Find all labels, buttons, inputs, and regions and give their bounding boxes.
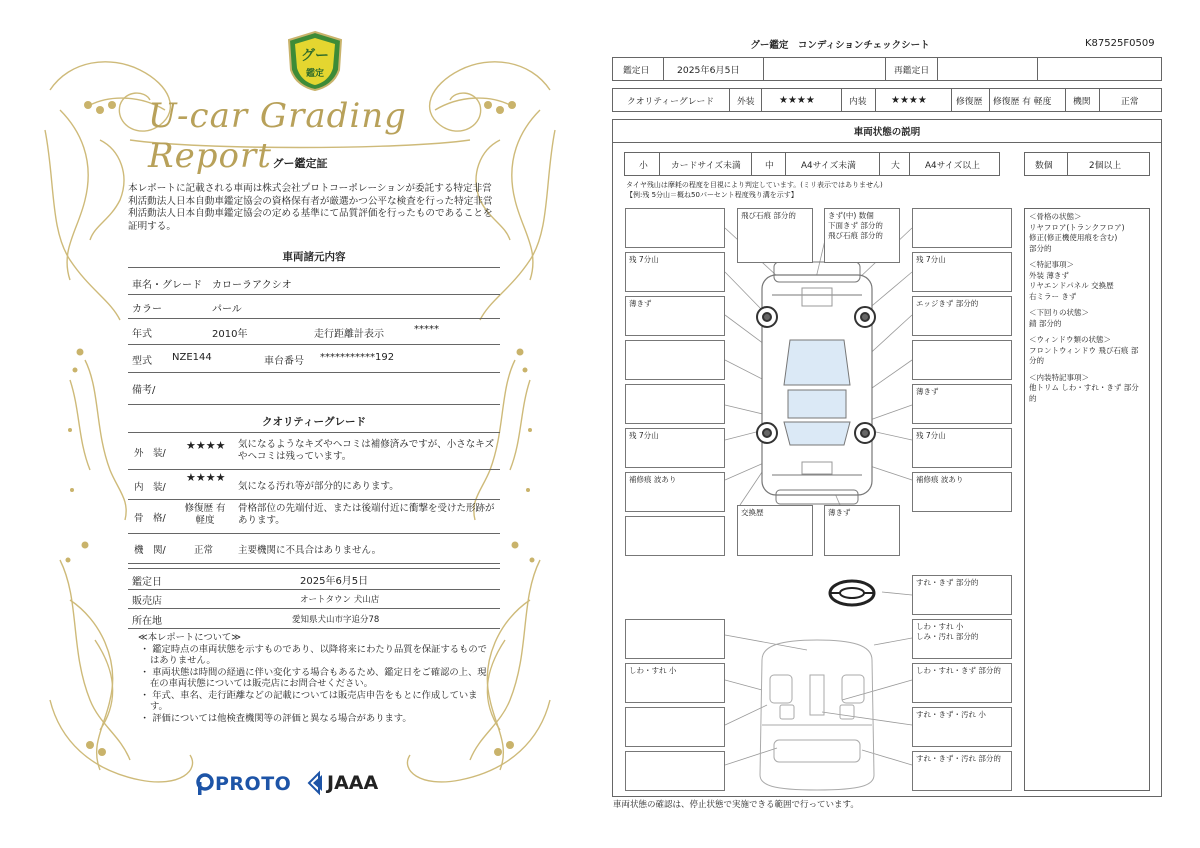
- grade-desc: 気になる汚れ等が部分的にあります。: [238, 481, 399, 492]
- damage-box: [912, 208, 1012, 248]
- sheet-title: グー鑑定 コンディションチェックシート: [750, 40, 930, 51]
- damage-box-rf-tire: [912, 252, 1012, 292]
- divider: [879, 153, 880, 175]
- damage-label: 薄きず: [629, 299, 652, 308]
- jaaa-logo-icon: [307, 770, 325, 796]
- legend-large-desc: A4サイズ以上: [925, 160, 980, 171]
- damage-label: すれ・きず 部分的: [916, 578, 979, 587]
- spec-label: 備考/: [132, 385, 156, 396]
- damage-box-rr-tire: [912, 428, 1012, 468]
- damage-label: 残 7分山: [629, 255, 659, 264]
- side-note-line: ＜特記事項＞: [1029, 260, 1074, 269]
- appraisal-value: 愛知県犬山市字追分78: [292, 615, 380, 625]
- ext-label: 外装: [737, 96, 755, 107]
- damage-label: 残 7分山: [916, 255, 946, 264]
- report-notes: [138, 632, 493, 724]
- grade-stars: ★★★★: [186, 471, 226, 484]
- grade-value: 正常: [194, 545, 214, 556]
- side-note-line: ＜骨格の状態＞: [1029, 212, 1082, 221]
- damage-label: 薄きず: [828, 508, 851, 517]
- svg-text:鑑定: 鑑定: [305, 69, 325, 79]
- damage-box-left-repair: [625, 472, 725, 512]
- divider: [937, 58, 938, 80]
- grade-label: 骨 格/: [134, 513, 166, 524]
- damage-box-interior-4: [912, 751, 1012, 791]
- car-interior-icon: [760, 640, 874, 790]
- damage-label: きず(中) 数個: [828, 211, 874, 220]
- legend-small-desc: カードサイズ未満: [671, 160, 741, 171]
- damage-label: すれ・きず・汚れ 部分的: [916, 754, 1001, 763]
- spec-label: カラー: [132, 304, 162, 315]
- qg-label: クオリティーグレード: [627, 96, 715, 107]
- grade-title: クオリティーグレード: [262, 416, 366, 428]
- damage-box-rear-right: [824, 505, 900, 556]
- svg-text:グー: グー: [301, 48, 329, 64]
- side-note-line: 錆 部分的: [1029, 318, 1062, 328]
- legend-small: 小: [639, 160, 648, 171]
- date-label: 鑑定日: [623, 65, 650, 76]
- panel-title: 車両状態の説明: [613, 120, 1161, 143]
- side-note-line: ＜ウィンドウ類の状態＞: [1029, 335, 1112, 344]
- note-item: ・ 評価については他検査機関等の評価と異なる場合があります。: [140, 712, 412, 724]
- note-item: ・ 車両状態は時間の経過に伴い変化する場合もあるため、鑑定日をご確認の上、現在の車両状態については販売店にお問合せください。: [140, 666, 487, 689]
- damage-box: [625, 751, 725, 791]
- spec-value: カローラアクシオ: [212, 280, 292, 291]
- spec-label: 型式: [132, 356, 152, 367]
- specs-title: 車両諸元内容: [282, 251, 346, 263]
- repair-label: 修復歴: [956, 96, 983, 107]
- divider: [785, 153, 786, 175]
- steering-wheel-icon: [830, 581, 874, 605]
- side-note-line: ＜下回りの状態＞: [1029, 308, 1089, 317]
- damage-box-steering: [912, 575, 1012, 615]
- cert-body-text: 本レポートに記載される車両は株式会社プロトコーポレーションが委託する特定非営利活動法人日本自動車鑑定協会の資格保有者が厳選かつ公平な検査を行った特定非営利活動法人日本自動車鑑定協会の定める基準にて品質評価を行ったものであることを証明する。: [128, 183, 493, 232]
- grade-label: 内 装/: [134, 482, 166, 493]
- grade-label: 機 関/: [134, 545, 166, 556]
- tire-note: タイヤ残山は摩耗の程度を目視により判定しています。(ミリ表示ではありません): [626, 181, 883, 189]
- grade-row-exterior: [128, 433, 500, 470]
- damage-label: 飛び石痕 部分的: [741, 211, 796, 220]
- proto-logo-text: PROTO: [215, 773, 292, 795]
- appraisal-value: オートタウン 犬山店: [300, 595, 380, 605]
- divider: [128, 267, 500, 268]
- damage-box: [625, 208, 725, 248]
- spec-row-color: [128, 294, 500, 319]
- spec-value: パール: [212, 304, 242, 315]
- divider: [659, 153, 660, 175]
- damage-box-right-repair: [912, 472, 1012, 512]
- divider: [751, 153, 752, 175]
- divider: [1065, 89, 1066, 111]
- legend-large: 大: [891, 160, 900, 171]
- damage-box: [912, 340, 1012, 380]
- divider: [1067, 153, 1068, 175]
- grade-row-engine: [128, 533, 500, 564]
- legend-mid-desc: A4サイズ未満: [801, 160, 856, 171]
- divider: [1037, 58, 1038, 80]
- spec-row-remarks: [128, 372, 500, 405]
- side-note-line: リヤエンドパネル 交換歴: [1029, 281, 1114, 290]
- side-note-line: 修正(修正機使用痕を含む): [1029, 233, 1118, 242]
- appraisal-label: 所在地: [132, 616, 162, 627]
- legend-count-desc: 2個以上: [1089, 160, 1121, 171]
- spec-row-name: [128, 270, 500, 295]
- appraisal-address-row: [128, 608, 500, 629]
- appraisal-label: 鑑定日: [132, 577, 162, 588]
- spec-row-year: [128, 318, 500, 345]
- grade-value: 修復歴 有 軽度: [184, 503, 226, 526]
- damage-label: しわ・すれ・きず 部分的: [916, 666, 1001, 675]
- damage-box-lr-tire: [625, 428, 725, 468]
- size-legend: [624, 152, 1000, 176]
- divider: [841, 89, 842, 111]
- damage-box: [625, 619, 725, 659]
- damage-box: [625, 707, 725, 747]
- damage-box-right-thin: [912, 384, 1012, 424]
- damage-label: しわ・すれ 小: [629, 666, 677, 675]
- sheet-id: K87525F0509: [1085, 38, 1155, 49]
- divider: [763, 58, 764, 80]
- date-row: [612, 57, 1162, 81]
- damage-box-top-left: [737, 208, 813, 263]
- damage-label: エッジきず 部分的: [916, 299, 979, 308]
- damage-box-interior-left: [625, 663, 725, 703]
- grade-desc: 主要機関に不具合はありません。: [238, 545, 382, 556]
- damage-box-rear-left: [737, 505, 813, 556]
- damage-label: 飛び石痕 部分的: [828, 231, 883, 240]
- note-item: ・ 鑑定時点の車両状態を示すものであり、以降将来にわたり品質を保証するものではありません。: [140, 643, 487, 666]
- spec-row-model: [128, 344, 500, 373]
- side-note-line: 外装 薄きず: [1029, 270, 1069, 280]
- special-notes-panel: [1024, 208, 1150, 791]
- repair-value: 修復歴 有 軽度: [993, 96, 1052, 107]
- damage-box-interior-3: [912, 707, 1012, 747]
- count-legend: [1024, 152, 1150, 176]
- divider: [909, 153, 910, 175]
- divider: [761, 89, 762, 111]
- damage-box-interior-2: [912, 663, 1012, 703]
- damage-label: 補修痕 波あり: [916, 475, 964, 484]
- side-note-line: リヤフロア(トランクフロア): [1029, 222, 1125, 232]
- spec-value: NZE144: [172, 352, 212, 363]
- divider: [951, 89, 952, 111]
- side-note-line: 他トリム しわ・すれ・きず 部分的: [1029, 383, 1139, 403]
- appraisal-label: 販売店: [132, 596, 162, 607]
- jaaa-logo-text: JAAA: [327, 772, 379, 794]
- proto-logo-icon: [196, 772, 214, 796]
- divider: [729, 89, 730, 111]
- damage-label: 薄きず: [916, 387, 939, 396]
- report-script-title: U-car Grading Report: [148, 96, 407, 176]
- divider: [989, 89, 990, 111]
- damage-box-left: [625, 296, 725, 336]
- note-item: ・ 年式、車名、走行距離などの記載については販売店申告をもとに作成しています。: [140, 689, 478, 712]
- engine-value: 正常: [1121, 96, 1139, 107]
- damage-box-top-right: [824, 208, 900, 263]
- spec-label: 車名・グレード: [132, 280, 202, 291]
- grade-summary-row: [612, 88, 1162, 112]
- damage-label: 交換歴: [741, 508, 764, 517]
- grade-stars: ★★★★: [186, 439, 226, 452]
- spec-label: 年式: [132, 329, 152, 340]
- date-value: 2025年6月5日: [677, 65, 740, 76]
- spec-value: 2010年: [212, 329, 248, 340]
- damage-box: [625, 384, 725, 424]
- reappraisal-label: 再鑑定日: [894, 65, 930, 76]
- appraisal-value: 2025年6月5日: [300, 576, 369, 587]
- side-note-line: ＜内装特記事項＞: [1029, 372, 1089, 382]
- int-stars: ★★★★: [891, 94, 927, 106]
- grade-desc: 気になるようなキズやヘコミは補修済みですが、小さなキズやヘコミは残っています。: [238, 439, 495, 462]
- appraisal-date-row: [128, 568, 500, 590]
- footer-note: 車両状態の確認は、停止状態で実施できる範囲で行っています。: [613, 800, 859, 810]
- grade-desc: 骨格部位の先端付近、または後端付近に衝撃を受けた形跡があります。: [238, 503, 495, 526]
- damage-label: 残 7分山: [916, 431, 946, 440]
- damage-box: [625, 340, 725, 380]
- damage-box-right: [912, 296, 1012, 336]
- side-note-line: 右ミラー きず: [1029, 291, 1077, 301]
- appraisal-shop-row: [128, 588, 500, 609]
- damage-box-lf-tire: [625, 252, 725, 292]
- ext-stars: ★★★★: [779, 94, 815, 106]
- side-note-line: フロントウィンドウ 飛び石痕 部分的: [1029, 345, 1139, 365]
- notes-title: ≪本レポートについて≫: [138, 632, 241, 643]
- goo-badge-logo: [285, 30, 345, 92]
- engine-label: 機関: [1073, 96, 1091, 107]
- legend-mid: 中: [765, 160, 774, 171]
- divider: [663, 58, 664, 80]
- damage-box-interior-1: [912, 619, 1012, 659]
- damage-label: しわ・すれ 小: [916, 622, 964, 631]
- divider: [885, 58, 886, 80]
- damage-label: すれ・きず・汚れ 小: [916, 710, 986, 719]
- spec-label: 車台番号: [264, 356, 304, 367]
- damage-label: 下面きず 部分的: [828, 221, 883, 230]
- int-label: 内装: [849, 96, 867, 107]
- damage-label: 残 7分山: [629, 431, 659, 440]
- damage-label: 補修痕 波あり: [629, 475, 677, 484]
- car-top-view-icon: [762, 262, 872, 504]
- damage-label: しみ・汚れ 部分的: [916, 632, 979, 641]
- spec-value: *****: [414, 324, 439, 335]
- grade-row-frame: [128, 499, 500, 534]
- divider: [875, 89, 876, 111]
- grade-row-interior: [128, 469, 500, 500]
- tire-example: 【例:残 5分山＝概ね50パーセント程度残り溝を示す】: [626, 191, 798, 199]
- spec-value: ***********192: [320, 352, 395, 363]
- cert-title: グー鑑定証: [272, 157, 328, 170]
- divider: [1099, 89, 1100, 111]
- grade-label: 外 装/: [134, 448, 166, 459]
- side-note-line: 部分的: [1029, 243, 1052, 253]
- damage-box: [625, 516, 725, 556]
- spec-label: 走行距離計表示: [314, 329, 384, 340]
- legend-count: 数個: [1035, 160, 1053, 171]
